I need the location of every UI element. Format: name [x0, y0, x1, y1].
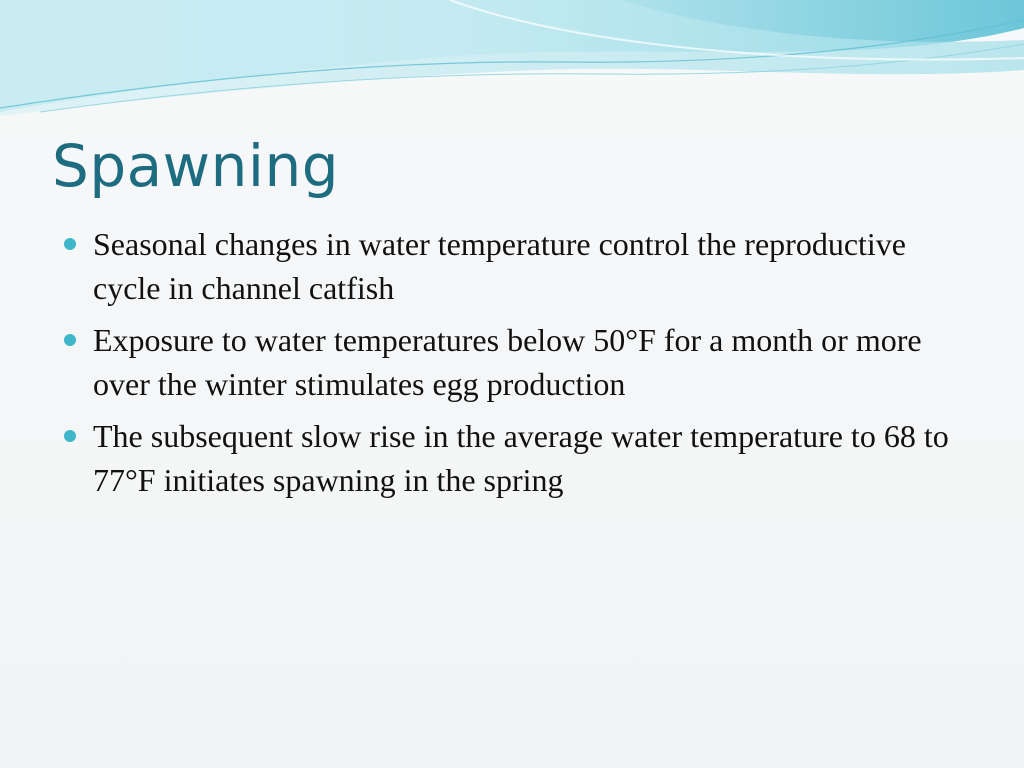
bullet-item — [60, 222, 960, 310]
bullet-list — [60, 222, 960, 510]
bullet-item — [60, 414, 960, 502]
filled-circle-bullet-icon — [64, 430, 76, 442]
decorative-wave-header — [0, 0, 1024, 130]
filled-circle-bullet-icon — [64, 238, 76, 250]
bullet-text: Seasonal changes in water temperature control the reproductive cycle in channel catfish — [93, 226, 906, 306]
slide-title: Spawning — [52, 132, 340, 200]
bullet-item — [60, 318, 960, 406]
bullet-text: The subsequent slow rise in the average water temperature to 68 to 77°F initiates spawning in the spring — [93, 418, 949, 498]
filled-circle-bullet-icon — [64, 334, 76, 346]
bullet-text: Exposure to water temperatures below 50°F for a month or more over the winter stimulates egg production — [93, 322, 922, 402]
